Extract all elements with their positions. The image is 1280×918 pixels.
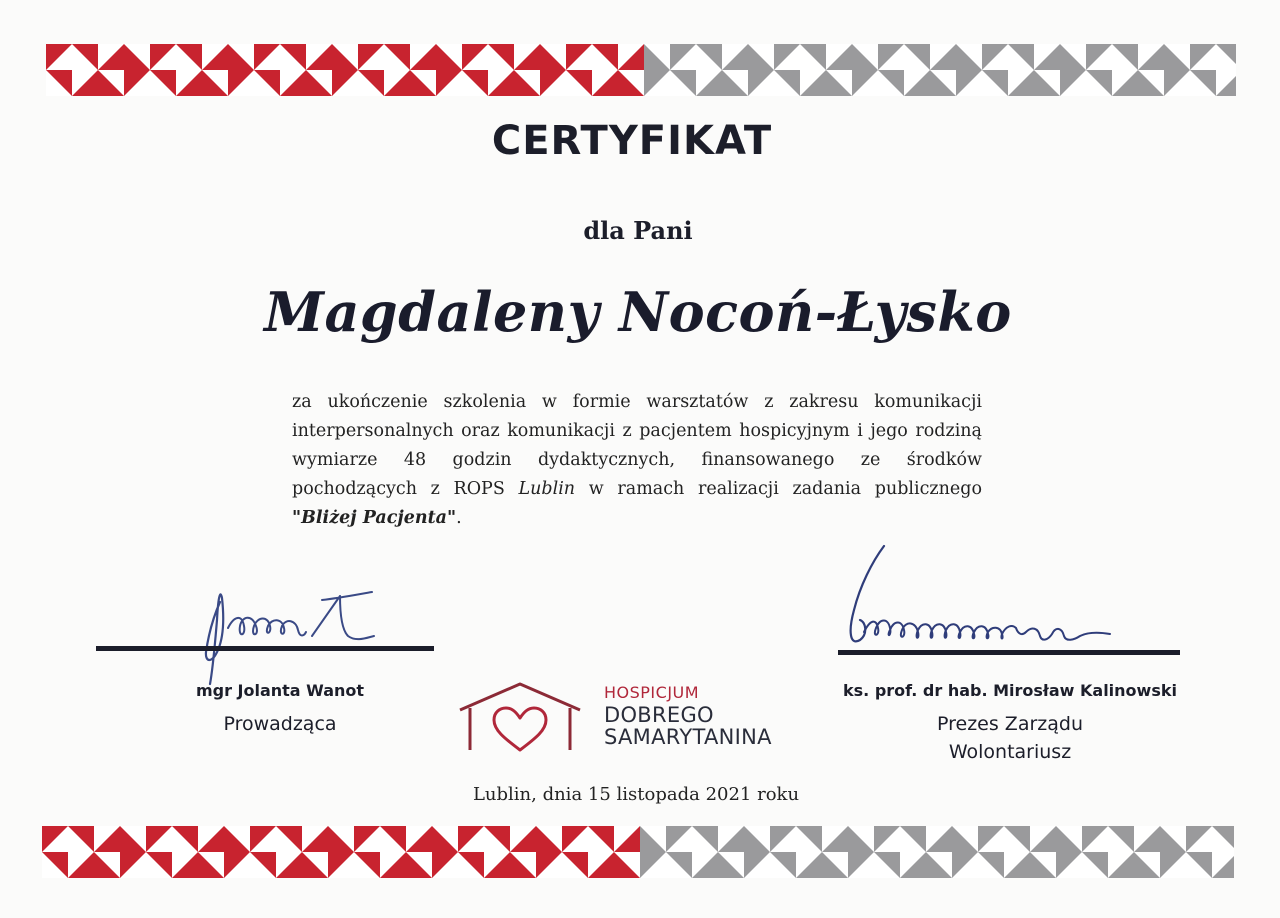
signer-left-name: mgr Jolanta Wanot xyxy=(195,681,365,700)
signer-right-role-2: Wolontariusz xyxy=(948,741,1072,763)
signature-line-left xyxy=(96,646,434,651)
signer-right-role xyxy=(838,710,1182,766)
signer-left-role: Prowadząca xyxy=(223,713,337,735)
signer-right xyxy=(838,681,1182,766)
triangle-pattern-bottom xyxy=(42,826,1234,878)
decorative-border-top xyxy=(46,44,1236,96)
hospice-logo xyxy=(456,680,826,760)
logo-line-3: SAMARYTANINA xyxy=(604,725,772,749)
place-and-date: Lublin, dnia 15 listopada 2021 roku xyxy=(472,784,800,805)
decorative-border-bottom xyxy=(42,826,1234,878)
signer-left xyxy=(150,681,410,738)
funder-city: Lublin xyxy=(518,479,576,499)
signer-right-role-1: Prezes Zarządu xyxy=(937,713,1083,735)
signature-right xyxy=(836,536,1126,666)
description-text-cont: w ramach realizacji zadania publicznego xyxy=(575,479,982,499)
description-end: . xyxy=(456,508,462,528)
signer-right-name: ks. prof. dr hab. Mirosław Kalinowski xyxy=(843,681,1177,700)
recipient-name: Magdaleny Nocoń-Łysko xyxy=(264,280,1012,344)
logo-line-2: DOBREGO xyxy=(604,703,714,727)
logo-wordmark xyxy=(604,682,772,748)
signature-left xyxy=(190,580,390,690)
house-heart-icon xyxy=(456,680,596,760)
project-name: "Bliżej Pacjenta" xyxy=(292,508,457,528)
certificate-description xyxy=(292,388,982,533)
certificate-title: CERTYFIKAT xyxy=(491,118,773,164)
description-text: za ukończenie szkolenia w formie warsztatów z zakresu komunikacji interpersonalnych oraz komunikacji z pacjentem hospicyjnym i jego rodziną wymiarze 48 godzin dydaktycznych, finansowanego ze środków pochodzących z ROPS xyxy=(292,392,982,499)
logo-line-1: HOSPICJUM xyxy=(604,683,700,702)
salutation: dla Pani xyxy=(583,216,693,245)
signature-line-right xyxy=(838,650,1180,655)
triangle-pattern-top xyxy=(46,44,1236,96)
